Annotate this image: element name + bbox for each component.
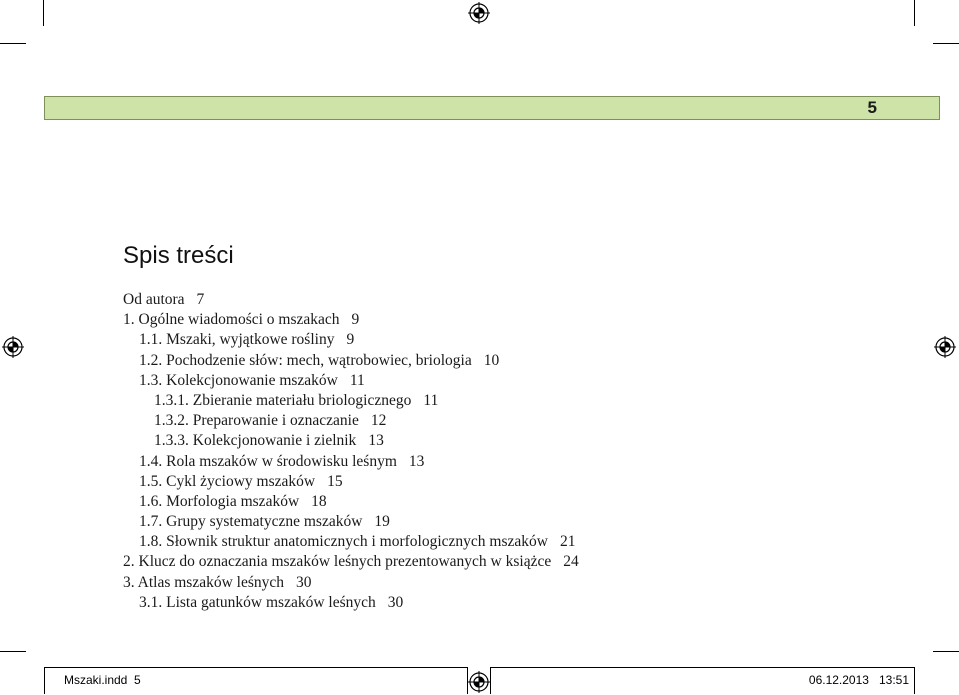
toc-entry-page: 30 xyxy=(296,573,312,591)
toc-entry-page: 18 xyxy=(311,492,327,510)
toc-entry[interactable] xyxy=(123,593,579,613)
slug-datetime xyxy=(809,673,909,687)
toc-entry[interactable] xyxy=(123,472,579,492)
crop-mark-top-left-vertical xyxy=(43,0,44,26)
slug-filename xyxy=(64,673,141,687)
toc-entry[interactable] xyxy=(123,391,579,411)
toc-entry-label: 3. Atlas mszaków leśnych xyxy=(123,573,285,591)
toc-entry[interactable] xyxy=(123,532,579,552)
registration-mark-icon xyxy=(934,336,956,358)
toc-entry-page: 11 xyxy=(349,371,365,389)
toc-entry-label: 1.3.2. Preparowanie i oznaczanie xyxy=(154,412,359,430)
registration-mark-icon xyxy=(468,671,490,693)
registration-mark-icon xyxy=(2,336,24,358)
toc-entry-label: 1.3. Kolekcjonowanie mszaków xyxy=(139,371,338,389)
toc-entry-page: 9 xyxy=(346,331,355,349)
crop-mark-top-right-vertical xyxy=(914,0,915,26)
toc-entry-page: 7 xyxy=(196,291,205,308)
toc-entry-page: 30 xyxy=(387,593,404,611)
toc-entry[interactable] xyxy=(123,310,579,330)
toc-entry-label: 1.3.1. Zbieranie materiału briologicznego xyxy=(154,391,412,409)
toc-entry-label: 1.1. Mszaki, wyjątkowe rośliny xyxy=(139,331,335,349)
toc-entry-label: 1.4. Rola mszaków w środowisku leśnym xyxy=(139,452,397,470)
toc-entry-label: 1.6. Morfologia mszaków xyxy=(139,492,300,510)
toc-entry[interactable] xyxy=(123,330,579,350)
header-band xyxy=(44,96,940,120)
page-number: 5 xyxy=(867,98,877,117)
toc-entry[interactable] xyxy=(123,552,579,572)
crop-mark-bottom-left-horizontal xyxy=(0,651,26,652)
toc-entry-label: 1. Ogólne wiadomości o mszakach xyxy=(123,311,340,329)
toc-entry-page: 12 xyxy=(370,412,387,430)
toc-entry-page: 24 xyxy=(563,553,579,571)
slug-page: 5 xyxy=(134,673,141,687)
toc-entry[interactable] xyxy=(123,512,579,532)
toc-entry-page: 13 xyxy=(408,452,425,470)
toc-entry-page: 10 xyxy=(483,351,500,369)
toc-entry-label: 1.7. Grupy systematyczne mszaków xyxy=(139,513,363,531)
toc-entry-page: 19 xyxy=(374,513,390,531)
toc-entry[interactable] xyxy=(123,431,579,451)
toc-entry-label: 3.1. Lista gatunków mszaków leśnych xyxy=(139,593,376,611)
toc-entry[interactable] xyxy=(123,492,579,512)
toc-entry-label: 1.8. Słownik struktur anatomicznych i morfologicznych mszaków xyxy=(139,533,548,551)
slug-time: 13:51 xyxy=(878,673,909,687)
crop-mark-top-right-horizontal xyxy=(933,43,959,44)
toc-entry-page: 13 xyxy=(368,432,384,450)
crop-mark-top-left-horizontal xyxy=(0,43,26,44)
toc-entry-label: 1.3.3. Kolekcjonowanie i zielnik xyxy=(154,432,357,450)
toc-entry-page: 9 xyxy=(351,311,360,329)
toc-entry-label: 1.2. Pochodzenie słów: mech, wątrobowiec, briologia xyxy=(139,351,472,369)
toc-entry[interactable] xyxy=(123,573,579,593)
page-title: Spis treści xyxy=(123,242,234,269)
toc-entry[interactable] xyxy=(123,411,579,431)
registration-mark-icon xyxy=(468,2,490,24)
crop-mark-bottom-right-horizontal xyxy=(933,651,959,652)
toc-entry-label: Od autora xyxy=(123,291,185,308)
toc-entry[interactable] xyxy=(123,290,579,310)
table-of-contents xyxy=(123,290,579,613)
toc-entry-page: 11 xyxy=(423,391,439,409)
toc-entry-label: 2. Klucz do oznaczania mszaków leśnych prezentowanych w książce xyxy=(123,553,552,571)
slug-file: Mszaki.indd xyxy=(64,673,128,687)
toc-entry[interactable] xyxy=(123,371,579,391)
toc-entry[interactable] xyxy=(123,351,579,371)
toc-entry-page: 21 xyxy=(559,533,576,551)
toc-entry-page: 15 xyxy=(327,472,343,490)
toc-entry[interactable] xyxy=(123,452,579,472)
toc-entry-label: 1.5. Cykl życiowy mszaków xyxy=(139,472,316,490)
slug-date: 06.12.2013 xyxy=(808,673,869,687)
